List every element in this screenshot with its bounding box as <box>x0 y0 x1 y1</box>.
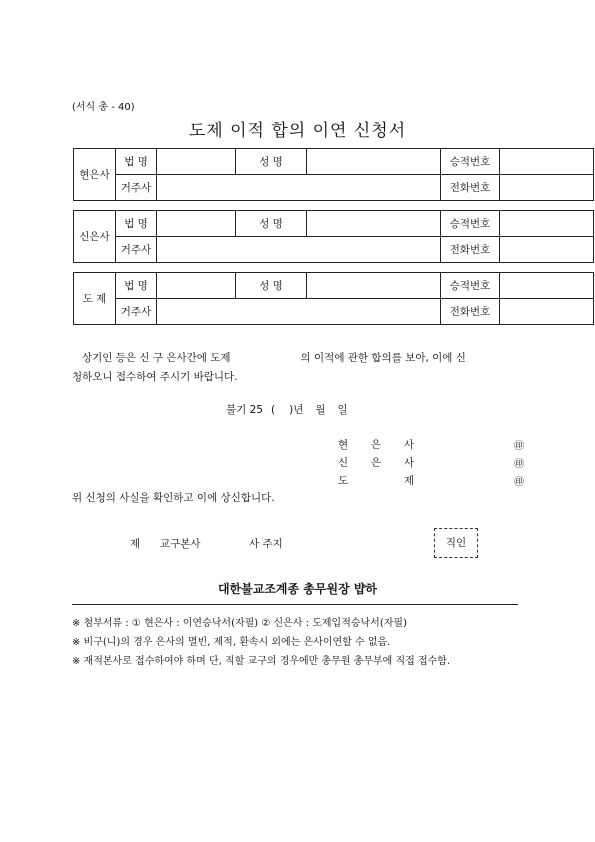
residence-field[interactable] <box>157 299 441 325</box>
residence-label: 거주사 <box>116 237 157 263</box>
phone-field[interactable] <box>500 237 594 263</box>
note-restriction: ※ 비구(니)의 경우 은사의 멸빈, 제적, 환속시 외에는 은사이연할 수 없음. <box>72 637 391 648</box>
full-name-field[interactable] <box>307 211 441 237</box>
paragraph-part2: 의 이적에 관한 합의를 보아, 이에 신 <box>300 352 466 364</box>
date-prefix: 불기 25 <box>226 404 263 416</box>
signature-role: 현 은 사 <box>338 439 414 451</box>
date-day: 일 <box>337 404 348 416</box>
registration-number-field[interactable] <box>500 149 594 175</box>
full-name-label: 성 명 <box>236 149 307 175</box>
dharma-name-field[interactable] <box>157 211 236 237</box>
office-prefix: 제 <box>130 538 141 550</box>
abbot-label: 사 주지 <box>249 538 283 550</box>
note-submission: ※ 재적본사로 접수하여야 하며 단, 직할 교구의 경우에만 총무원 총무부에 직접 접수함. <box>72 656 451 667</box>
signature-new-master <box>338 455 528 470</box>
seal-icon[interactable]: ㊞ <box>514 441 524 452</box>
dharma-name-label: 법 명 <box>116 149 157 175</box>
residence-label: 거주사 <box>116 299 157 325</box>
seal-icon[interactable]: ㊞ <box>514 459 524 470</box>
paragraph-part3: 청하오니 접수하여 주시기 바랍니다. <box>72 371 238 383</box>
date-open: ( <box>271 404 276 416</box>
confirmation-text: 위 신청의 사실을 확인하고 이에 상신합니다. <box>72 492 275 504</box>
full-name-field[interactable] <box>307 149 441 175</box>
registration-number-label: 승적번호 <box>441 273 500 299</box>
request-paragraph <box>72 349 530 387</box>
signature-role: 신 은 사 <box>338 457 414 469</box>
full-name-label: 성 명 <box>236 211 307 237</box>
section-head: 도 제 <box>74 273 116 325</box>
registration-number-field[interactable] <box>500 273 594 299</box>
full-name-field[interactable] <box>307 273 441 299</box>
registration-number-label: 승적번호 <box>441 211 500 237</box>
dharma-name-label: 법 명 <box>116 211 157 237</box>
full-name-label: 성 명 <box>236 273 307 299</box>
document-title: 도제 이적 합의 이연 신청서 <box>188 121 407 141</box>
residence-field[interactable] <box>157 237 441 263</box>
phone-field[interactable] <box>500 299 594 325</box>
authority-line: 대한불교조계종 총무원장 뱝하 <box>217 582 378 596</box>
phone-field[interactable] <box>500 175 594 201</box>
phone-label: 전화번호 <box>441 299 500 325</box>
phone-label: 전화번호 <box>441 237 500 263</box>
note-attachments: ※ 첨부서류 : ① 현은사 : 이연승낙서(자필) ② 신은사 : 도제입적승낙서(자필) <box>72 618 407 629</box>
residence-label: 거주사 <box>116 175 157 201</box>
paragraph-part1: 상기인 등은 신 구 은사간에 도제 <box>82 352 231 364</box>
divider <box>72 604 518 605</box>
form-number: (서식 총 - 40) <box>72 102 135 113</box>
dharma-name-field[interactable] <box>157 273 236 299</box>
registration-number-label: 승적번호 <box>441 149 500 175</box>
registration-number-field[interactable] <box>500 211 594 237</box>
section-disciple <box>73 272 594 325</box>
date-line <box>226 402 348 417</box>
signature-role: 도 제 <box>338 475 414 487</box>
section-head: 현은사 <box>74 149 116 201</box>
date-month: 월 <box>315 404 326 416</box>
section-current-master <box>73 148 594 201</box>
diocese-label: 교구본사 <box>160 538 201 550</box>
phone-label: 전화번호 <box>441 175 500 201</box>
section-head: 신은사 <box>74 211 116 263</box>
official-stamp-box[interactable]: 직인 <box>434 528 478 558</box>
dharma-name-field[interactable] <box>157 149 236 175</box>
signature-current-master <box>338 437 528 452</box>
section-new-master <box>73 210 594 263</box>
residence-field[interactable] <box>157 175 441 201</box>
date-year-suffix: )년 <box>289 404 304 416</box>
signature-disciple <box>338 473 528 488</box>
dharma-name-label: 법 명 <box>116 273 157 299</box>
seal-icon[interactable]: ㊞ <box>514 477 524 488</box>
